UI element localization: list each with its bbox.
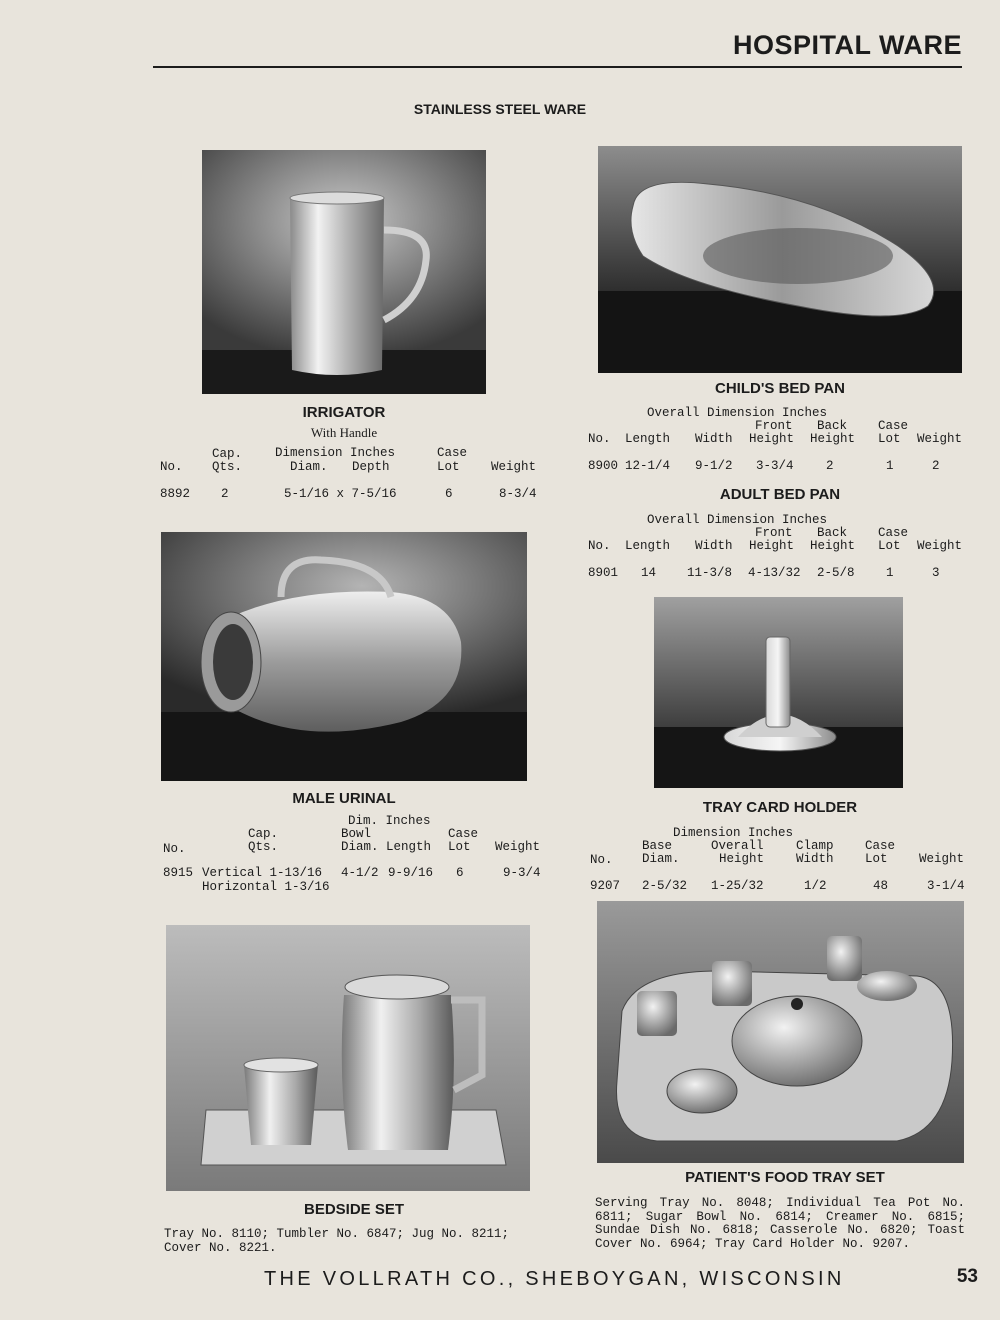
irrigator-row-no: 8892 <box>160 487 191 501</box>
tray-card-holder-header-case: Case <box>865 839 896 853</box>
bedside-set-title: BEDSIDE SET <box>303 1201 405 1218</box>
irrigator-header-no: No. <box>160 460 183 474</box>
childs-bed-pan-header-back-height: Height <box>810 432 856 446</box>
tray-card-holder-header-height: Height <box>719 852 765 866</box>
tray-card-holder-image <box>654 597 903 788</box>
adult-bed-pan-header-weight: Weight <box>917 539 963 553</box>
male-urinal-image <box>161 532 527 781</box>
male-urinal-header-qts: Qts. <box>248 840 279 854</box>
page-header-title: HOSPITAL WARE <box>732 30 962 60</box>
patients-food-tray-photo <box>597 901 964 1163</box>
tray-card-holder-header-base: Base <box>642 839 673 853</box>
adult-bed-pan-header-no: No. <box>588 539 611 553</box>
footer-company: THE VOLLRATH CO., SHEBOYGAN, WISCONSIN <box>264 1268 845 1290</box>
irrigator-header-qts: Qts. <box>212 460 243 474</box>
childs-bed-pan-row-length: 12-1/4 <box>625 459 671 473</box>
tray-card-holder-header-dim: Dimension Inches <box>673 826 794 840</box>
adult-bed-pan-header-lot: Lot <box>878 539 901 553</box>
tray-card-holder-header-lot: Lot <box>865 852 888 866</box>
irrigator-header-lot: Lot <box>437 460 460 474</box>
irrigator-header-depth: Depth <box>352 460 390 474</box>
childs-bed-pan-header-front-height: Height <box>749 432 795 446</box>
male-urinal-header-no: No. <box>163 842 186 856</box>
tray-card-holder-row-base: 2-5/32 <box>642 879 688 893</box>
childs-bed-pan-photo <box>598 146 962 373</box>
male-urinal-header-bowl: Bowl <box>341 827 372 841</box>
childs-bed-pan-row-weight: 2 <box>932 459 940 473</box>
adult-bed-pan-row-length: 14 <box>641 566 657 580</box>
bedside-set-description-line-2: Cover No. 8221. <box>164 1241 277 1255</box>
adult-bed-pan-row-case-lot: 1 <box>886 566 894 580</box>
male-urinal-header-cap: Cap. <box>248 827 279 841</box>
irrigator-row-cap: 2 <box>221 487 229 501</box>
tray-card-holder-header-overall: Overall <box>711 839 764 853</box>
tray-card-holder-header-weight: Weight <box>919 852 965 866</box>
childs-bed-pan-image <box>598 146 962 373</box>
adult-bed-pan-row-width: 11-3/8 <box>687 566 733 580</box>
patients-food-tray-description: Serving Tray No. 8048; Individual Tea Pot No. 6811; Sugar Bowl No. 6814; Creamer No. 6815; Sundae Dish No. 6818; Casserole No. 6820; Toast Cover No. 6964; Tray Card Holder No. 9207. <box>595 1196 965 1251</box>
tray-card-holder-header-width: Width <box>796 852 834 866</box>
male-urinal-row-no: 8915 <box>163 866 194 880</box>
tray-card-holder-header-diam: Diam. <box>642 852 680 866</box>
childs-bed-pan-row-no: 8900 <box>588 459 619 473</box>
tray-card-holder-row-weight: 3-1/4 <box>927 879 965 893</box>
irrigator-header-case: Case <box>437 446 468 460</box>
male-urinal-title: MALE URINAL <box>292 790 396 807</box>
tray-card-holder-row-case-lot: 48 <box>873 879 889 893</box>
childs-bed-pan-header-front: Front <box>755 419 793 433</box>
section-title: STAINLESS STEEL WARE <box>413 101 587 117</box>
male-urinal-row-cap-horizontal: Horizontal 1-3/16 <box>202 880 330 894</box>
childs-bed-pan-row-back: 2 <box>826 459 834 473</box>
adult-bed-pan-row-front: 4-13/32 <box>748 566 801 580</box>
irrigator-header-weight: Weight <box>491 460 537 474</box>
childs-bed-pan-header-weight: Weight <box>917 432 963 446</box>
adult-bed-pan-row-back: 2-5/8 <box>817 566 855 580</box>
tray-card-holder-title: TRAY CARD HOLDER <box>702 799 858 816</box>
irrigator-header-cap: Cap. <box>212 447 243 461</box>
childs-bed-pan-row-case-lot: 1 <box>886 459 894 473</box>
irrigator-header-diam: Diam. <box>290 460 328 474</box>
irrigator-header-dimension: Dimension Inches <box>275 446 396 460</box>
irrigator-row-dims: 5-1/16 x 7-5/16 <box>284 487 397 501</box>
tray-card-holder-row-overall: 1-25/32 <box>711 879 764 893</box>
childs-bed-pan-header-overall: Overall Dimension Inches <box>647 406 828 420</box>
irrigator-title: IRRIGATOR <box>302 404 386 421</box>
childs-bed-pan-title: CHILD'S BED PAN <box>715 380 845 397</box>
bedside-set-description-line-1: Tray No. 8110; Tumbler No. 6847; Jug No. 8211; <box>164 1227 510 1241</box>
childs-bed-pan-row-front: 3-3/4 <box>756 459 794 473</box>
childs-bed-pan-header-length: Length <box>625 432 671 446</box>
childs-bed-pan-row-width: 9-1/2 <box>695 459 733 473</box>
header-rule <box>153 66 962 68</box>
adult-bed-pan-row-weight: 3 <box>932 566 940 580</box>
bedside-set-photo <box>166 925 530 1191</box>
childs-bed-pan-header-back: Back <box>817 419 848 433</box>
irrigator-image <box>202 150 486 394</box>
tray-card-holder-header-clamp: Clamp <box>796 839 834 853</box>
childs-bed-pan-header-case: Case <box>878 419 909 433</box>
adult-bed-pan-header-length: Length <box>625 539 671 553</box>
male-urinal-header-lot: Lot <box>448 840 471 854</box>
adult-bed-pan-header-width: Width <box>695 539 733 553</box>
childs-bed-pan-header-lot: Lot <box>878 432 901 446</box>
adult-bed-pan-header-front: Front <box>755 526 793 540</box>
male-urinal-header-case: Case <box>448 827 479 841</box>
male-urinal-row-case-lot: 6 <box>456 866 464 880</box>
male-urinal-header-weight: Weight <box>495 840 541 854</box>
male-urinal-header-diam-length: Diam. Length <box>341 840 432 854</box>
page-number: 53 <box>956 1266 978 1287</box>
patients-food-tray-title: PATIENT'S FOOD TRAY SET <box>685 1169 885 1186</box>
adult-bed-pan-row-no: 8901 <box>588 566 619 580</box>
male-urinal-row-cap-vertical: Vertical 1-13/16 <box>202 866 323 880</box>
irrigator-row-case-lot: 6 <box>445 487 453 501</box>
adult-bed-pan-header-overall: Overall Dimension Inches <box>647 513 828 527</box>
bedside-set-image <box>166 925 530 1191</box>
tray-card-holder-photo <box>654 597 903 788</box>
adult-bed-pan-header-back: Back <box>817 526 848 540</box>
adult-bed-pan-header-front-height: Height <box>749 539 795 553</box>
patients-food-tray-image <box>597 901 964 1163</box>
irrigator-subtitle: With Handle <box>310 425 378 440</box>
tray-card-holder-header-no: No. <box>590 853 613 867</box>
male-urinal-row-weight: 9-3/4 <box>503 866 541 880</box>
childs-bed-pan-header-width: Width <box>695 432 733 446</box>
male-urinal-header-dim: Dim. Inches <box>348 814 431 828</box>
irrigator-row-weight: 8-3/4 <box>499 487 537 501</box>
adult-bed-pan-header-case: Case <box>878 526 909 540</box>
tray-card-holder-row-clamp: 1/2 <box>804 879 827 893</box>
male-urinal-photo <box>161 532 527 781</box>
male-urinal-row-diam: 4-1/2 <box>341 866 379 880</box>
adult-bed-pan-header-back-height: Height <box>810 539 856 553</box>
tray-card-holder-row-no: 9207 <box>590 879 621 893</box>
adult-bed-pan-title: ADULT BED PAN <box>719 486 841 503</box>
irrigator-photo <box>202 150 486 394</box>
male-urinal-row-length: 9-9/16 <box>388 866 434 880</box>
childs-bed-pan-header-no: No. <box>588 432 611 446</box>
